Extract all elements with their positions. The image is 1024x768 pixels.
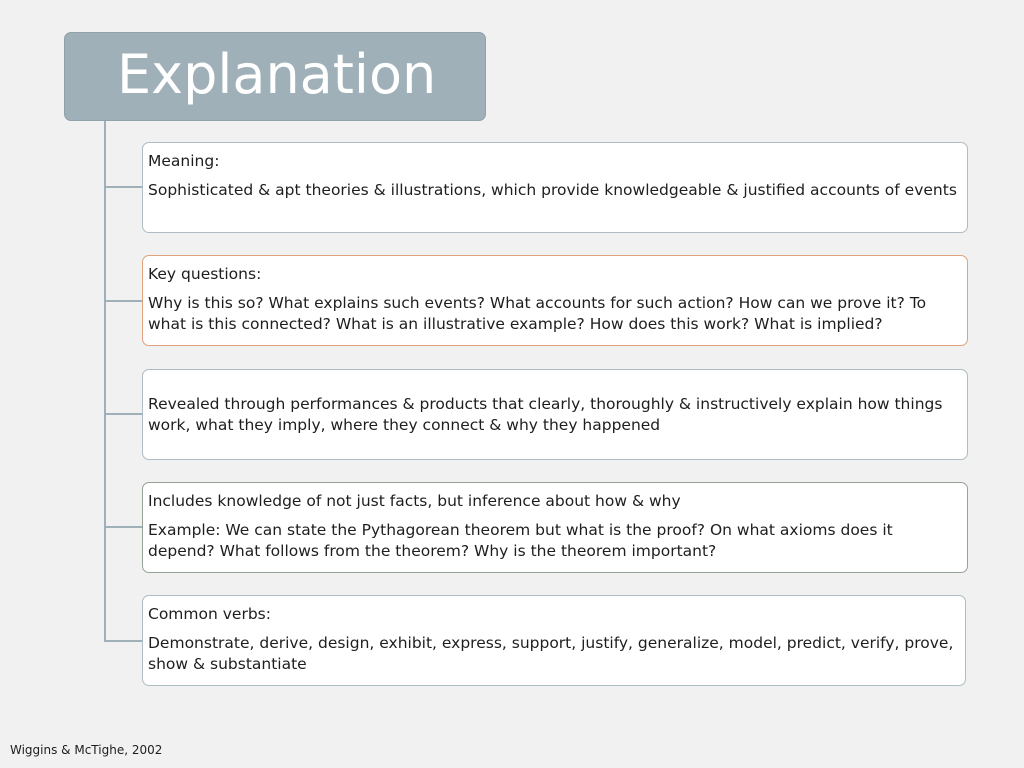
card-common-verbs-heading: Common verbs: [148,605,271,623]
connector-branch-verbs [104,640,143,642]
card-meaning-text: Sophisticated & apt theories & illustrations, which provide knowledgeable & justified accounts of events [148,181,957,199]
card-includes [142,482,968,573]
citation: Wiggins & McTighe, 2002 [10,743,163,757]
title-box [64,32,486,121]
card-meaning-heading: Meaning: [148,152,220,170]
connector-branch-key-questions [104,300,143,302]
card-includes-text: Example: We can state the Pythagorean theorem but what is the proof? On what axioms does it depend? What follows from the theorem? Why is the theorem important? [148,521,893,560]
connector-trunk [104,121,106,641]
connector-branch-revealed [104,413,143,415]
card-key-questions [142,255,968,346]
card-common-verbs-text: Demonstrate, derive, design, exhibit, express, support, justify, generalize, model, predict, verify, prove, show & substantiate [148,634,954,673]
card-key-questions-text: Why is this so? What explains such events? What accounts for such action? How can we prove it? To what is this connected? What is an illustrative example? How does this work? What is implied? [148,294,927,333]
connector-branch-meaning [104,186,143,188]
card-key-questions-heading: Key questions: [148,265,262,283]
card-revealed-text: Revealed through performances & products that clearly, thoroughly & instructively explain how things work, what they imply, where they connect & why they happened [148,395,943,434]
card-common-verbs [142,595,966,686]
slide-title: Explanation [117,43,437,106]
connector-branch-includes [104,526,143,528]
card-revealed [142,369,968,460]
card-meaning [142,142,968,233]
card-includes-heading: Includes knowledge of not just facts, but inference about how & why [148,492,681,510]
